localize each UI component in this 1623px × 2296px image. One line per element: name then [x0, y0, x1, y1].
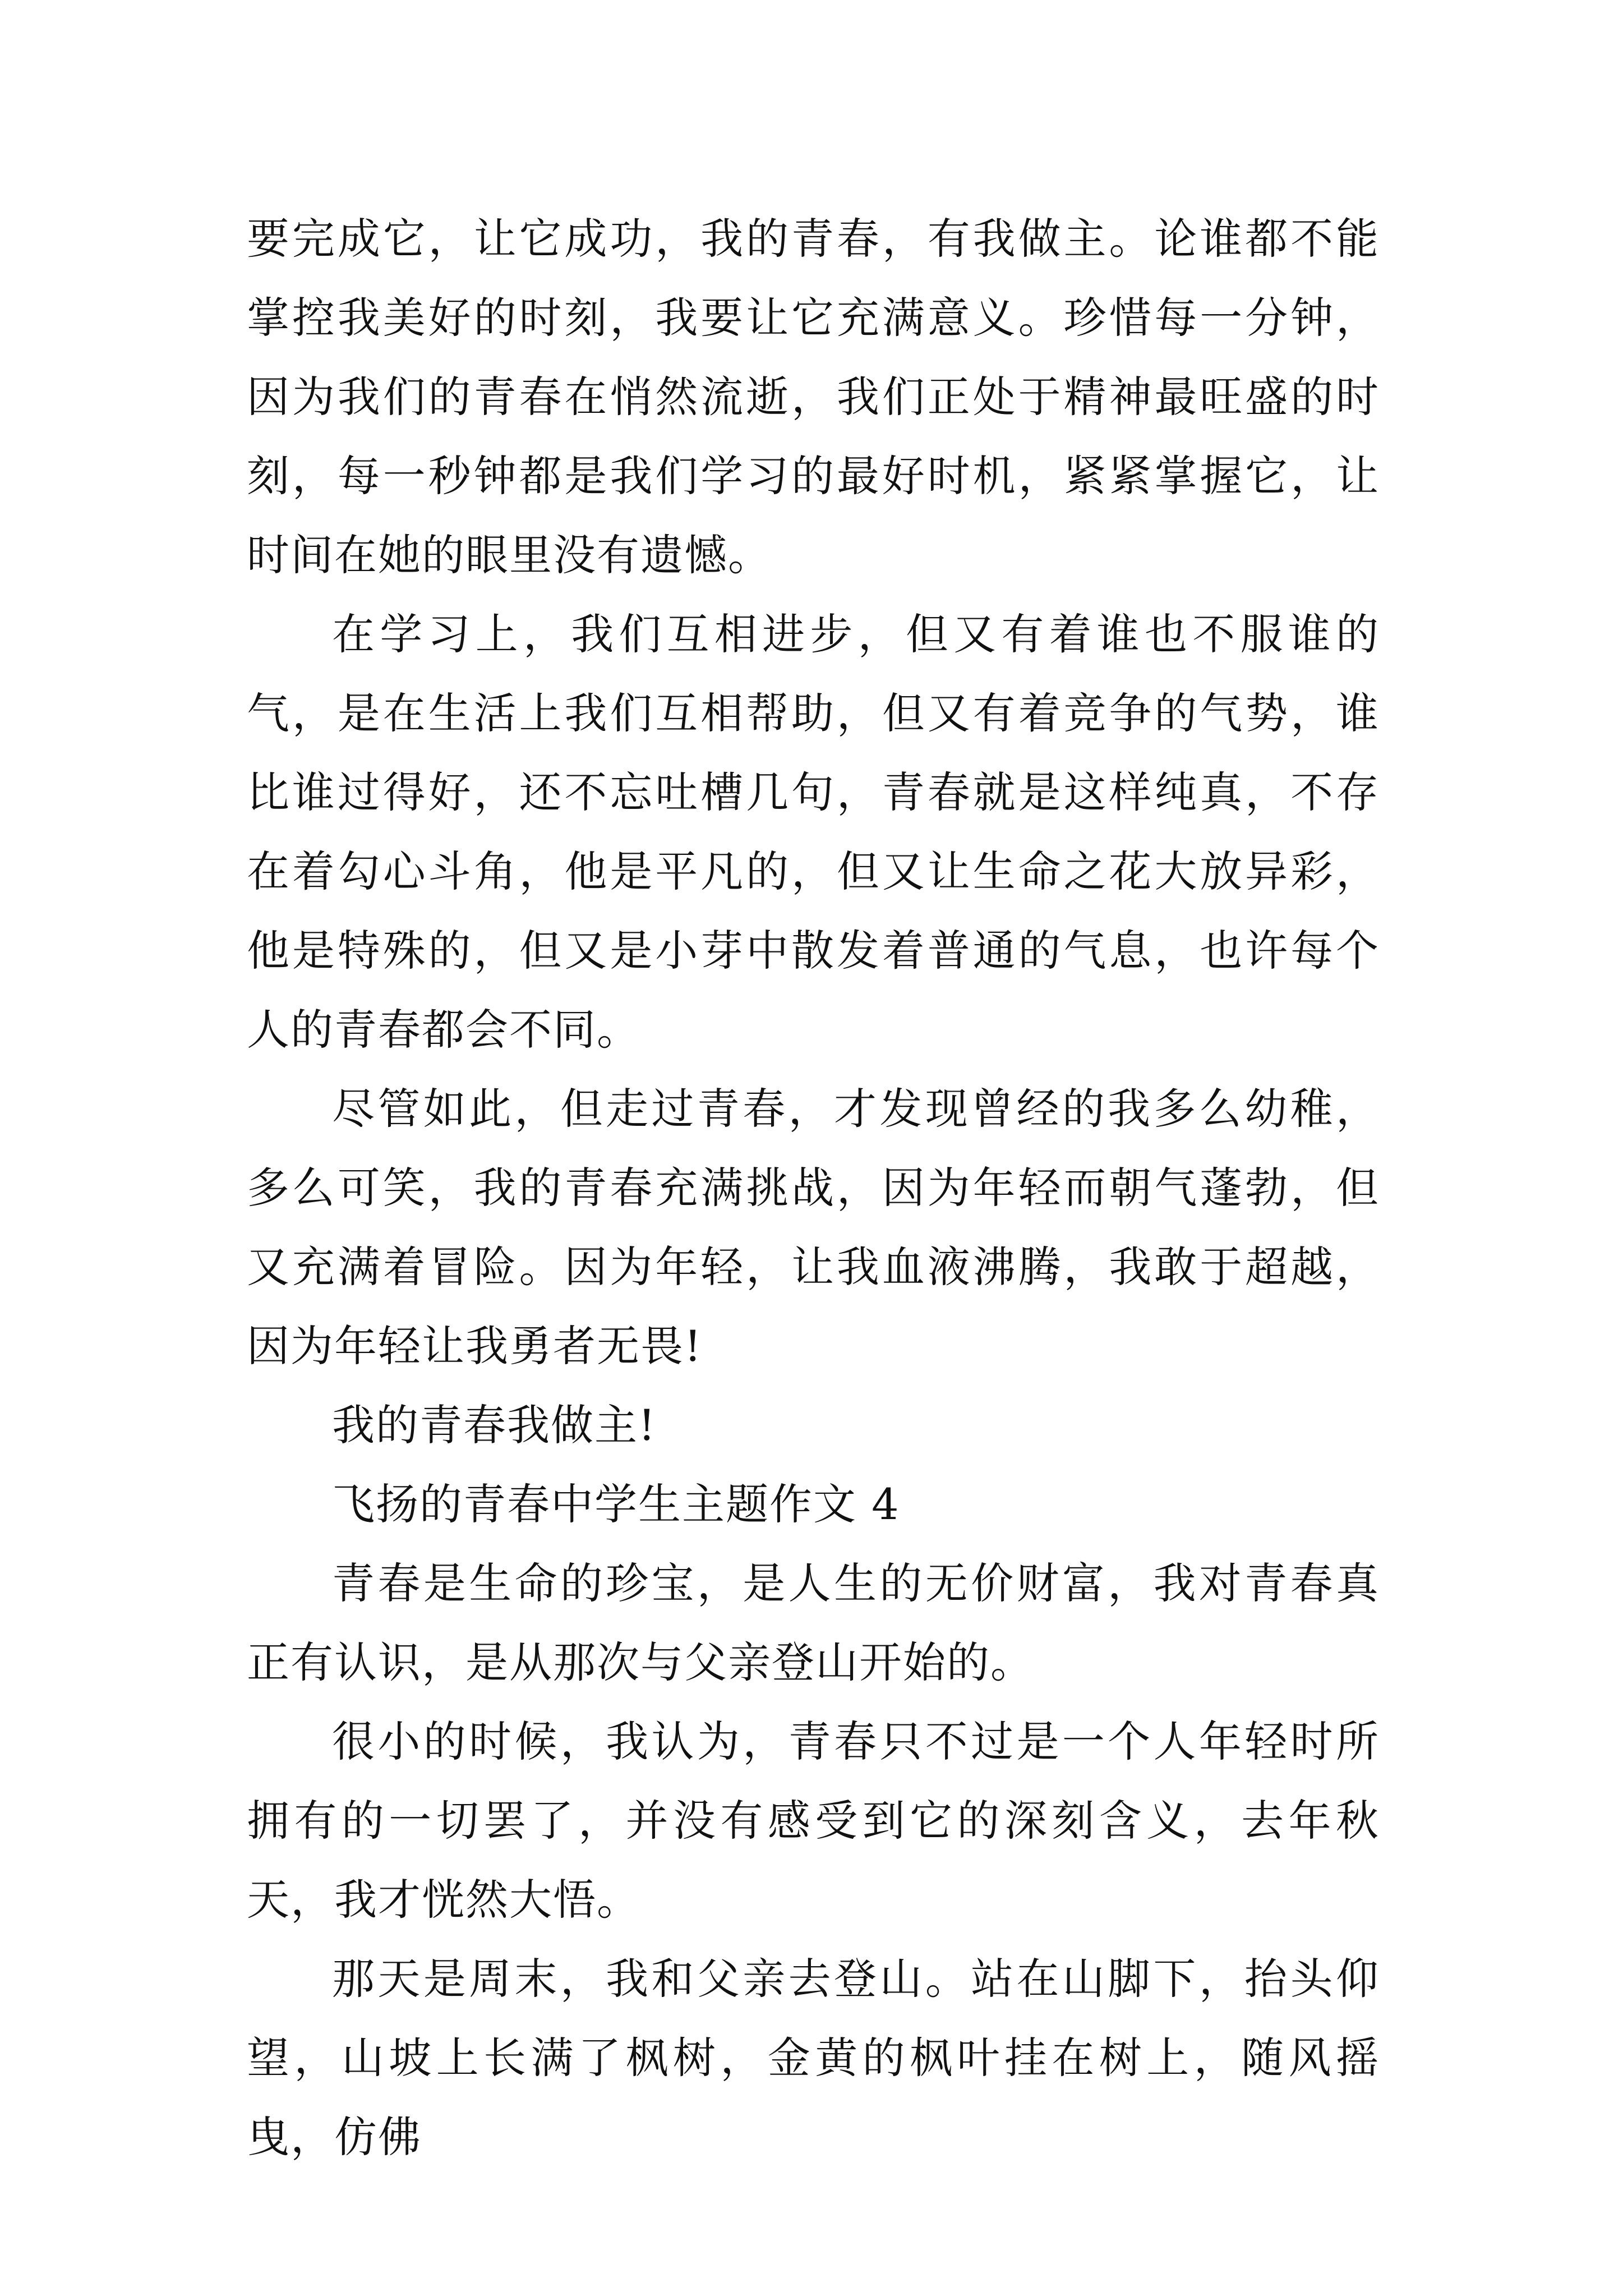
paragraph-5: 青春是生命的珍宝，是人生的无价财富，我对青春真正有认识，是从那次与父亲登山开始的。 — [247, 1558, 1380, 1687]
document-body — [247, 199, 1380, 2177]
paragraph-3: 尽管如此，但走过青春，才发现曾经的我多么幼稚，多么可笑，我的青春充满挑战，因为年轻而朝气蓬勃，但又充满着冒险。因为年轻，让我血液沸腾，我敢于超越，因为年轻让我勇者无畏! — [247, 1084, 1380, 1371]
paragraph-2: 在学习上，我们互相进步，但又有着谁也不服谁的气，是在生活上我们互相帮助，但又有着竞争的气势，谁比谁过得好，还不忘吐槽几句，青春就是这样纯真，不存在着勾心斗角，他是平凡的，但又让生命之花大放异彩，他是特殊的，但又是小芽中散发着普通的气息，也许每个人的青春都会不同。 — [247, 609, 1380, 1055]
paragraph-1: 要完成它，让它成功，我的青春，有我做主。论谁都不能掌控我美好的时刻，我要让它充满意义。珍惜每一分钟，因为我们的青春在悄然流逝，我们正处于精神最旺盛的时刻，每一秒钟都是我们学习的最好时机，紧紧掌握它，让时间在她的眼里没有遗憾。 — [247, 214, 1380, 580]
section-heading: 飞扬的青春中学生主题作文 4 — [332, 1479, 900, 1529]
paragraph-7: 那天是周末，我和父亲去登山。站在山脚下，抬头仰望，山坡上长满了枫树，金黄的枫叶挂在树上，随风摇曳，仿佛 — [247, 1954, 1380, 2162]
paragraph-6: 很小的时候，我认为，青春只不过是一个人年轻时所拥有的一切罢了，并没有感受到它的深刻含义，去年秋天，我才恍然大悟。 — [247, 1717, 1380, 1925]
paragraph-4: 我的青春我做主! — [332, 1400, 657, 1450]
